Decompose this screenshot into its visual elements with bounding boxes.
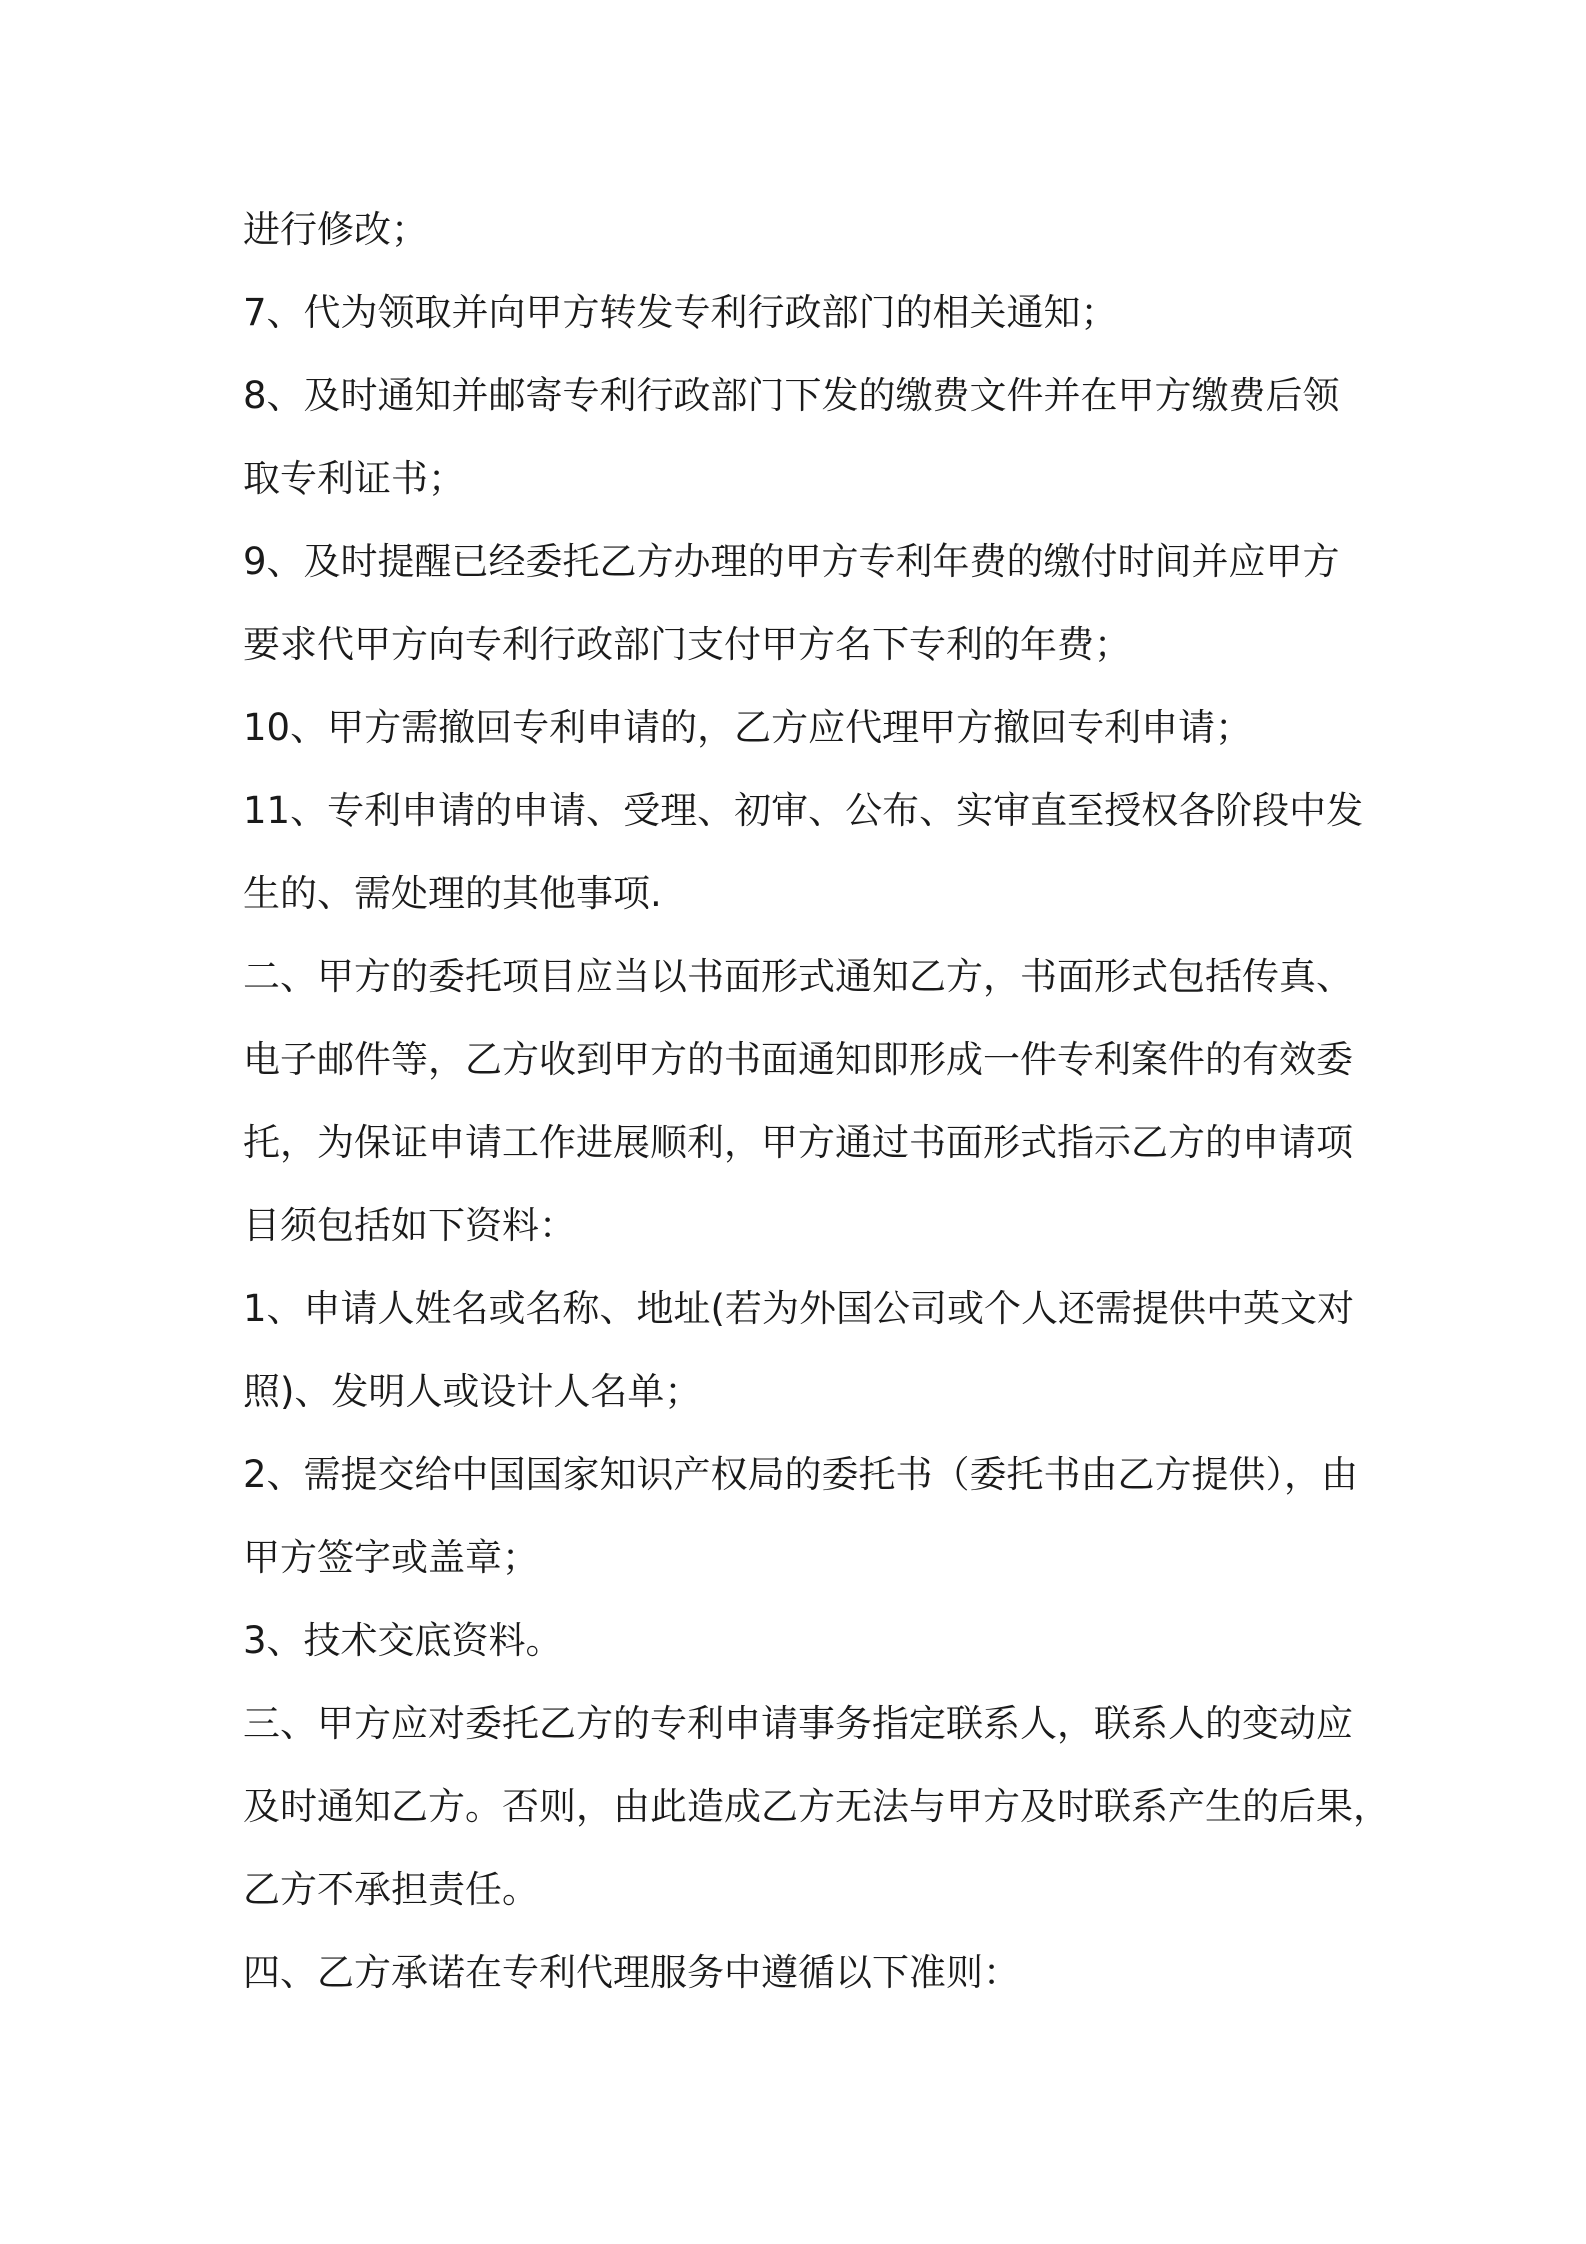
text-line: 及时通知乙方。否则，由此造成乙方无法与甲方及时联系产生的后果，: [243, 1785, 1390, 1828]
text-line: 进行修改；: [243, 208, 428, 251]
text-line: 照)、发明人或设计人名单；: [243, 1370, 702, 1413]
text-line: 要求代甲方向专利行政部门支付甲方名下专利的年费；: [243, 623, 1131, 666]
text-line: 托，为保证申请工作进展顺利，甲方通过书面形式指示乙方的申请项: [243, 1121, 1353, 1164]
text-line: 二、甲方的委托项目应当以书面形式通知乙方，书面形式包括传真、: [243, 955, 1353, 998]
text-line: 四、乙方承诺在专利代理服务中遵循以下准则：: [243, 1951, 1020, 1994]
text-line: 10、甲方需撤回专利申请的，乙方应代理甲方撤回专利申请；: [243, 706, 1253, 749]
text-line: 1、申请人姓名或名称、地址(若为外国公司或个人还需提供中英文对: [243, 1287, 1354, 1330]
text-line: 8、及时通知并邮寄专利行政部门下发的缴费文件并在甲方缴费后领: [243, 374, 1340, 417]
text-line: 甲方签字或盖章；: [243, 1536, 539, 1579]
text-line: 7、代为领取并向甲方转发专利行政部门的相关通知；: [243, 291, 1118, 334]
text-line: 9、及时提醒已经委托乙方办理的甲方专利年费的缴付时间并应甲方: [243, 540, 1340, 583]
text-line: 乙方不承担责任。: [243, 1868, 539, 1911]
text-line: 生的、需处理的其他事项.: [243, 872, 662, 915]
text-line: 目须包括如下资料：: [243, 1204, 576, 1247]
text-line: 取专利证书；: [243, 457, 465, 500]
text-line: 3、技术交底资料。: [243, 1619, 563, 1662]
text-line: 三、甲方应对委托乙方的专利申请事务指定联系人，联系人的变动应: [243, 1702, 1353, 1745]
text-line: 电子邮件等，乙方收到甲方的书面通知即形成一件专利案件的有效委: [243, 1038, 1353, 1081]
text-line: 2、需提交给中国国家知识产权局的委托书（委托书由乙方提供），由: [243, 1453, 1359, 1496]
text-line: 11、专利申请的申请、受理、初审、公布、实审直至授权各阶段中发: [243, 789, 1364, 832]
